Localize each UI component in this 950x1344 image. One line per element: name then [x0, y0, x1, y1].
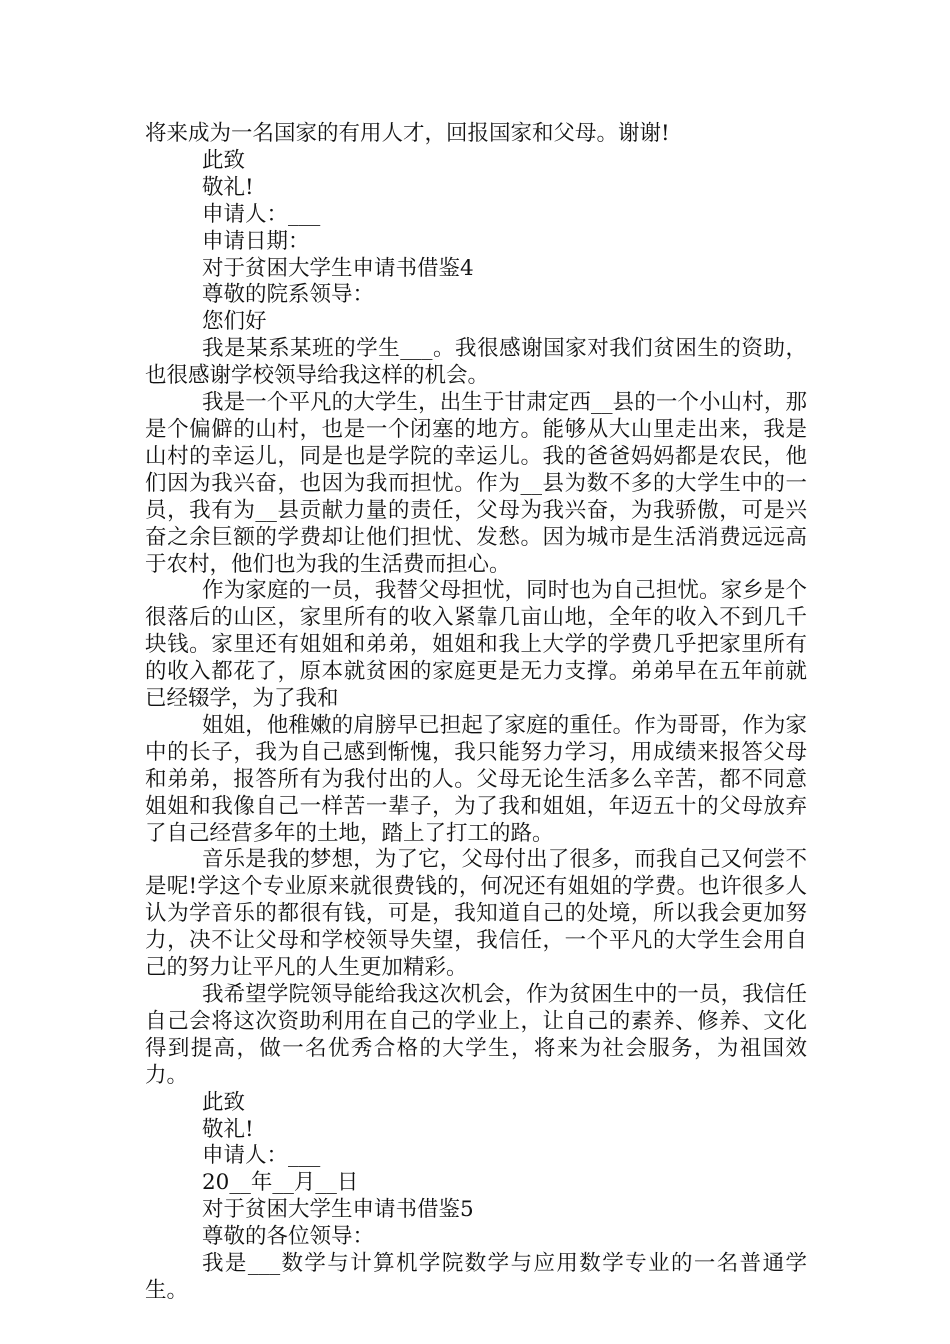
section-title-4: 对于贫困大学生申请书借鉴4 — [202, 255, 474, 281]
document-body — [145, 121, 807, 1305]
salutation-cizhi: 此致 — [202, 147, 246, 173]
salutation-jingli-2: 敬礼! — [202, 1116, 254, 1142]
closing-line: 将来成为一名国家的有用人才，回报国家和父母。谢谢! — [145, 121, 670, 146]
applicant-line-2: 申请人：___ — [202, 1143, 321, 1169]
paragraph-background: 我是一个平凡的大学生，出生于甘肃定西__县的一个小山村，那是个偏僻的山村，也是一个闭塞的地方。能够从大山里走出来，我是山村的幸运儿，同是也是学院的幸运儿。我的爸爸妈妈都是农民，他们因为我兴奋，也因为我而担忧。作为__县为数不多的大学生中的一员，我有为__县贡献力量的责任，父母为我兴奋，为我骄傲，可是兴奋之余巨额的学费却让他们担忧、发愁。因为城市是生活消费远远高于农村，他们也为我的生活费而担心。 — [145, 390, 807, 577]
section-title-5: 对于贫困大学生申请书借鉴5 — [202, 1197, 474, 1223]
date-line: 申请日期： — [202, 228, 310, 254]
paragraph-intro-5: 我是___数学与计算机学院数学与应用数学专业的一名普通学生。 — [145, 1251, 807, 1303]
salutation-jingli: 敬礼! — [202, 174, 254, 200]
applicant-line: 申请人：___ — [202, 201, 321, 227]
paragraph-brother: 姐姐，他稚嫩的肩膀早已担起了家庭的重任。作为哥哥，作为家中的长子，我为自己感到惭愧，我只能努力学习，用成绩来报答父母和弟弟，报答所有为我付出的人。父母无论生活多么辛苦，都不同意姐姐和我像自己一样苦一辈子，为了我和姐姐，年迈五十的父母放弃了自己经营多年的土地，踏上了打工的路。 — [145, 712, 807, 846]
greeting-all-leaders: 尊敬的各位领导： — [202, 1224, 375, 1250]
paragraph-hope: 我希望学院领导能给我这次机会，作为贫困生中的一员，我信任自己会将这次资助利用在自己的学业上，让自己的素养、修养、文化得到提高，做一名优秀合格的大学生，将来为社会服务，为祖国效力。 — [145, 982, 807, 1088]
paragraph-intro: 我是某系某班的学生___。我很感谢国家对我们贫困生的资助，也很感谢学校领导给我这样的机会。 — [145, 336, 807, 389]
date-line-2: 20__年__月__日 — [202, 1170, 359, 1196]
paragraph-family: 作为家庭的一员，我替父母担忧，同时也为自己担忧。家乡是个很落后的山区，家里所有的收入紧靠几亩山地，全年的收入不到几千块钱。家里还有姐姐和弟弟，姐姐和我上大学的学费几乎把家里所有的收入都花了，原本就贫困的家庭更是无力支撑。弟弟早在五年前就已经辍学，为了我和 — [145, 578, 807, 712]
greeting-dept-leaders: 尊敬的院系领导： — [202, 282, 375, 308]
salutation-cizhi-2: 此致 — [202, 1089, 246, 1115]
greeting-hello: 您们好 — [202, 309, 267, 335]
paragraph-music: 音乐是我的梦想，为了它，父母付出了很多，而我自己又何尝不是呢!学这个专业原来就很费钱的，何况还有姐姐的学费。也许很多人认为学音乐的都很有钱，可是，我知道自己的处境，所以我会更加努力，决不让父母和学校领导失望，我信任，一个平凡的大学生会用自己的努力让平凡的人生更加精彩。 — [145, 847, 807, 981]
